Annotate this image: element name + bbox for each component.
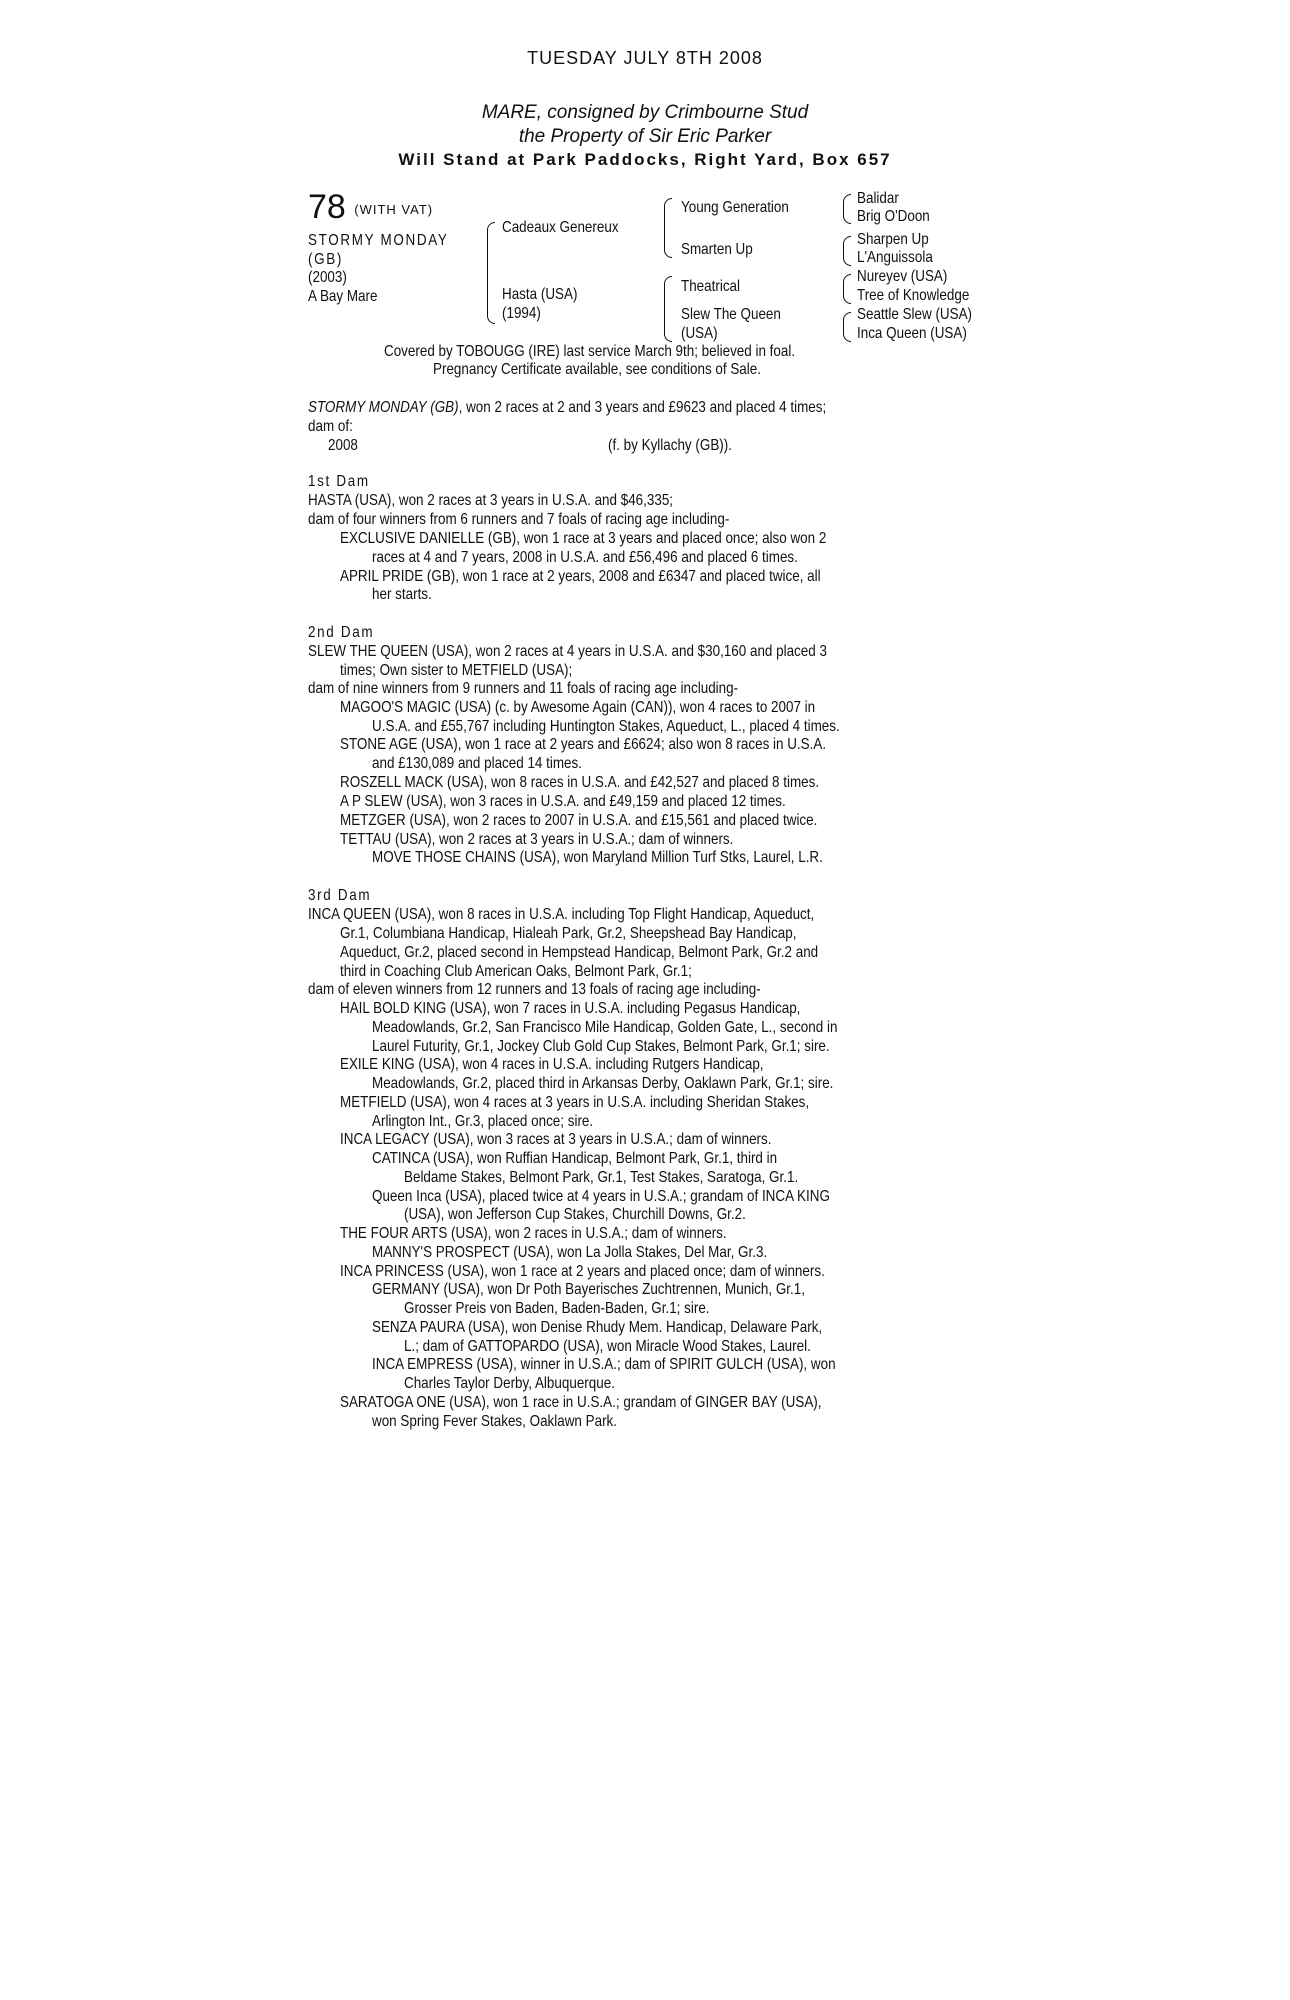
dam3-line: INCA LEGACY (USA), won 3 races at 3 years in U.S.A.; dam of winners. xyxy=(340,1131,772,1148)
dam3-line: THE FOUR ARTS (USA), won 2 races in U.S.A.; dam of winners. xyxy=(340,1225,727,1242)
dam1-line: HASTA (USA), won 2 races at 3 years in U.S.A. and $46,335; xyxy=(308,492,674,509)
dam3-line: L.; dam of GATTOPARDO (USA), won Miracle Wood Stakes, Laurel. xyxy=(404,1338,811,1355)
dam3-line: third in Coaching Club American Oaks, Belmont Park, Gr.1; xyxy=(340,963,692,980)
dam3-heading: 3rd Dam xyxy=(308,887,372,904)
dam3-line: Gr.1, Columbiana Handicap, Hialeah Park, Gr.2, Sheepshead Bay Handicap, xyxy=(340,925,797,942)
dam2-line: MOVE THOSE CHAINS (USA), won Maryland Million Turf Stks, Laurel, L.R. xyxy=(372,849,823,866)
horse-origin: (GB) xyxy=(308,251,344,268)
pedigree-brace-2 xyxy=(843,236,851,266)
horse-year: (2003) xyxy=(308,269,347,286)
pedigree-g1: Balidar xyxy=(857,190,899,207)
dam1-line: APRIL PRIDE (GB), won 1 race at 2 years, 2008 and £6347 and placed twice, all xyxy=(340,568,821,585)
dam3-line: GERMANY (USA), won Dr Poth Bayerisches Zuchtrennen, Munich, Gr.1, xyxy=(372,1281,805,1298)
horse-description: A Bay Mare xyxy=(308,288,378,305)
dam3-line: Queen Inca (USA), placed twice at 4 years in U.S.A.; grandam of INCA KING xyxy=(372,1188,830,1205)
dam3-line: Charles Taylor Derby, Albuquerque. xyxy=(404,1375,615,1392)
pedigree-dam-dam: Slew The Queen xyxy=(681,306,781,323)
foal-description: (f. by Kyllachy (GB)). xyxy=(608,437,732,454)
foal-year: 2008 xyxy=(328,437,358,454)
covered-line: Covered by TOBOUGG (IRE) last service March 9th; believed in foal. xyxy=(384,343,796,360)
dam2-line: STONE AGE (USA), won 1 race at 2 years and £6624; also won 8 races in U.S.A. xyxy=(340,736,827,753)
intro-text: , won 2 races at 2 and 3 years and £9623 and placed 4 times; xyxy=(458,399,827,416)
dam2-line: times; Own sister to METFIELD (USA); xyxy=(340,662,573,679)
dam2-heading: 2nd Dam xyxy=(308,624,375,641)
vat-label: (WITH VAT) xyxy=(354,202,434,217)
dam2-line: MAGOO'S MAGIC (USA) (c. by Awesome Again (CAN)), won 4 races to 2007 in xyxy=(340,699,816,716)
pedigree-brace-dam xyxy=(664,276,672,342)
dam3-line: Meadowlands, Gr.2, San Francisco Mile Handicap, Golden Gate, L., second in xyxy=(372,1019,838,1036)
dam2-line: A P SLEW (USA), won 3 races in U.S.A. and £49,159 and placed 12 times. xyxy=(340,793,786,810)
dam3-line: INCA PRINCESS (USA), won 1 race at 2 years and placed once; dam of winners. xyxy=(340,1263,825,1280)
pedigree-brace-1 xyxy=(843,194,851,224)
pedigree-g7: Seattle Slew (USA) xyxy=(857,306,973,323)
dam1-line: her starts. xyxy=(372,586,432,603)
pedigree-dam: Hasta (USA) xyxy=(502,286,578,303)
consignor-line: MARE, consigned by Crimbourne Stud xyxy=(481,102,809,123)
dam3-line: SARATOGA ONE (USA), won 1 race in U.S.A.; grandam of GINGER BAY (USA), xyxy=(340,1394,822,1411)
dam3-line: MANNY'S PROSPECT (USA), won La Jolla Stakes, Del Mar, Gr.3. xyxy=(372,1244,768,1261)
dam2-line: ROSZELL MACK (USA), won 8 races in U.S.A. and £42,527 and placed 8 times. xyxy=(340,774,820,791)
dam3-line: SENZA PAURA (USA), won Denise Rhudy Mem. Handicap, Delaware Park, xyxy=(372,1319,823,1336)
pedigree-g3: Sharpen Up xyxy=(857,231,929,248)
pedigree-dam-dam-origin: (USA) xyxy=(681,325,718,342)
property-line: the Property of Sir Eric Parker xyxy=(518,126,772,147)
dam1-line: EXCLUSIVE DANIELLE (GB), won 1 race at 3 years and placed once; also won 2 xyxy=(340,530,827,547)
pedigree-g5: Nureyev (USA) xyxy=(857,268,948,285)
dam3-line: Grosser Preis von Baden, Baden-Baden, Gr.1; sire. xyxy=(404,1300,710,1317)
dam1-heading: 1st Dam xyxy=(308,473,370,490)
dam3-line: Arlington Int., Gr.3, placed once; sire. xyxy=(372,1113,594,1130)
lot-number: 78 $^{(WITH VAT)}$ xyxy=(308,188,434,226)
pedigree-g2: Brig O'Doon xyxy=(857,208,930,225)
dam2-line: and £130,089 and placed 14 times. xyxy=(372,755,582,772)
intro-line xyxy=(308,399,826,417)
dam3-line: (USA), won Jefferson Cup Stakes, Churchill Downs, Gr.2. xyxy=(404,1206,746,1223)
dam3-line: Meadowlands, Gr.2, placed third in Arkansas Derby, Oaklawn Park, Gr.1; sire. xyxy=(372,1075,834,1092)
pedigree-g6: Tree of Knowledge xyxy=(857,287,970,304)
dam3-line: INCA EMPRESS (USA), winner in U.S.A.; dam of SPIRIT GULCH (USA), won xyxy=(372,1356,836,1373)
dam1-line: races at 4 and 7 years, 2008 in U.S.A. and £56,496 and placed 6 times. xyxy=(372,549,798,566)
dam2-line: TETTAU (USA), won 2 races at 3 years in U.S.A.; dam of winners. xyxy=(340,831,734,848)
pedigree-g4: L'Anguissola xyxy=(857,249,933,266)
dam3-line: CATINCA (USA), won Ruffian Handicap, Belmont Park, Gr.1, third in xyxy=(372,1150,778,1167)
pedigree-brace-4 xyxy=(843,312,851,342)
pedigree-dam-sire: Theatrical xyxy=(681,278,741,295)
intro-horse-name: STORMY MONDAY (GB) xyxy=(308,399,459,416)
dam3-line: Aqueduct, Gr.2, placed second in Hempstead Handicap, Belmont Park, Gr.2 and xyxy=(340,944,819,961)
pedigree-brace-sire xyxy=(664,198,672,258)
pedigree-brace-3 xyxy=(843,274,851,304)
horse-name: STORMY MONDAY xyxy=(308,232,449,249)
dam3-line: dam of eleven winners from 12 runners and 13 foals of racing age including- xyxy=(308,981,761,998)
dam2-line: SLEW THE QUEEN (USA), won 2 races at 4 years in U.S.A. and $30,160 and placed 3 xyxy=(308,643,827,660)
pedigree-dam-year: (1994) xyxy=(502,305,541,322)
stand-line: Will Stand at Park Paddocks, Right Yard, Box 657 xyxy=(398,150,892,169)
pedigree-g8: Inca Queen (USA) xyxy=(857,325,967,342)
dam3-line: INCA QUEEN (USA), won 8 races in U.S.A. including Top Flight Handicap, Aqueduct, xyxy=(308,906,815,923)
intro-damof: dam of: xyxy=(308,418,353,435)
dam3-line: won Spring Fever Stakes, Oaklawn Park. xyxy=(372,1413,618,1430)
dam3-line: HAIL BOLD KING (USA), won 7 races in U.S.A. including Pegasus Handicap, xyxy=(340,1000,801,1017)
dam1-line: dam of four winners from 6 runners and 7 foals of racing age including- xyxy=(308,511,730,528)
pedigree-sire-sire: Young Generation xyxy=(681,199,789,216)
dam2-line: U.S.A. and £55,767 including Huntington Stakes, Aqueduct, L., placed 4 times. xyxy=(372,718,840,735)
dam3-line: Beldame Stakes, Belmont Park, Gr.1, Test Stakes, Saratoga, Gr.1. xyxy=(404,1169,799,1186)
dam3-line: EXILE KING (USA), won 4 races in U.S.A. including Rutgers Handicap, xyxy=(340,1056,764,1073)
dam2-line: dam of nine winners from 9 runners and 11 foals of racing age including- xyxy=(308,680,739,697)
pedigree-sire-dam: Smarten Up xyxy=(681,241,753,258)
dam3-line: METFIELD (USA), won 4 races at 3 years in U.S.A. including Sheridan Stakes, xyxy=(340,1094,810,1111)
dam2-line: METZGER (USA), won 2 races to 2007 in U.S.A. and £15,561 and placed twice. xyxy=(340,812,818,829)
sale-date: TUESDAY JULY 8TH 2008 xyxy=(527,48,763,68)
pedigree-brace-main xyxy=(487,222,495,324)
pregnancy-line: Pregnancy Certificate available, see conditions of Sale. xyxy=(433,361,761,378)
pedigree-sire: Cadeaux Genereux xyxy=(502,219,619,236)
dam3-line: Laurel Futurity, Gr.1, Jockey Club Gold Cup Stakes, Belmont Park, Gr.1; sire. xyxy=(372,1038,830,1055)
